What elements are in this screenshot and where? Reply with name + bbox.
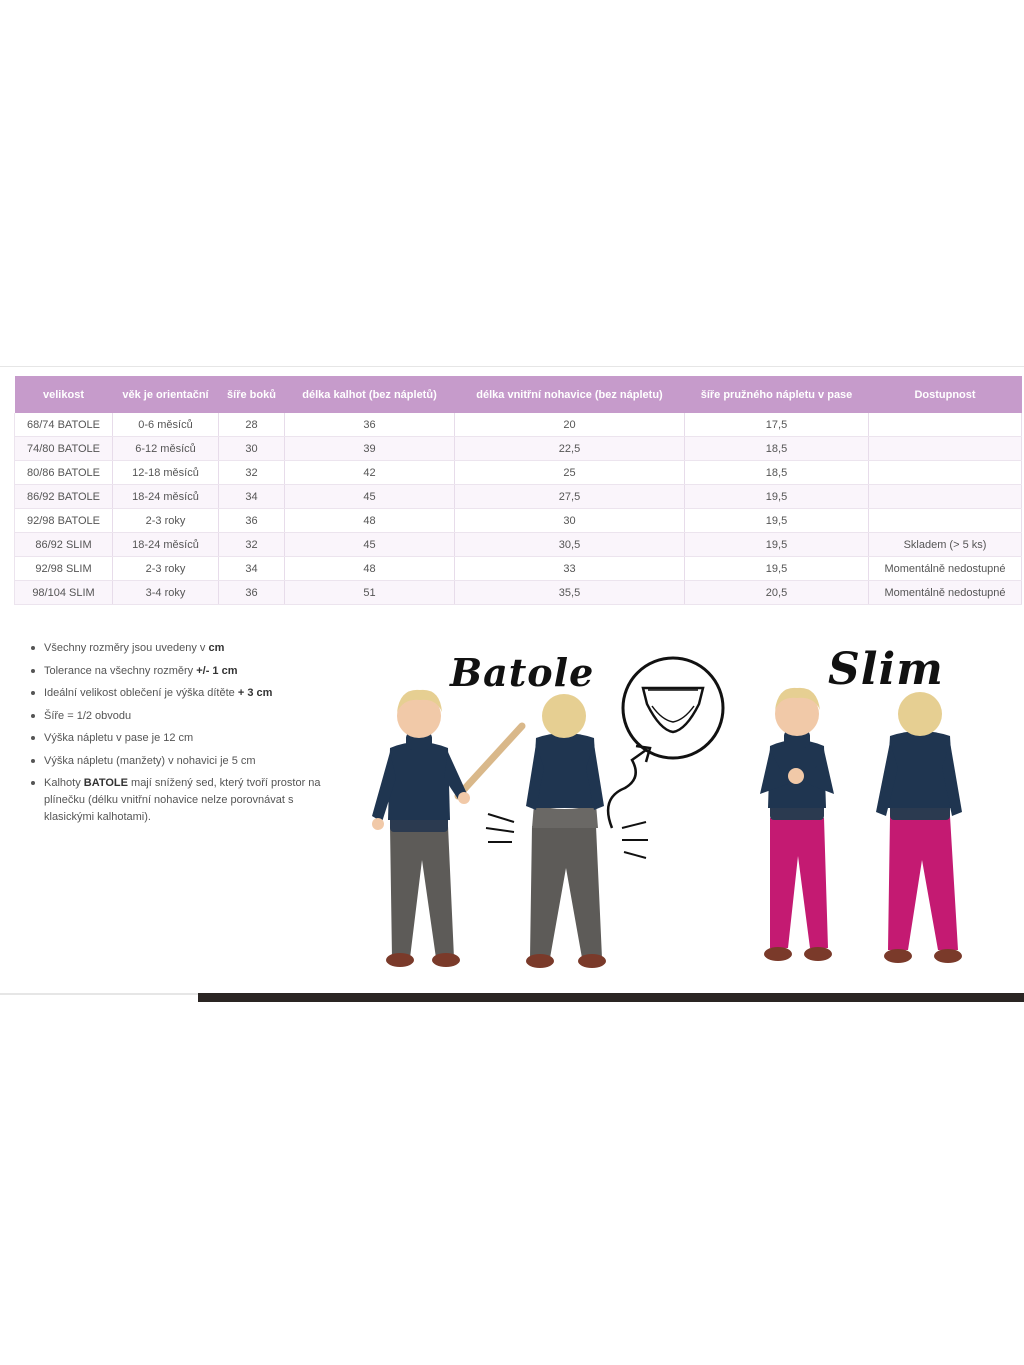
cell-availability [869, 509, 1022, 533]
note-text-continued: mají snížený sed, který tvoří prostor na plínečku (délku vnitřní nohavice nelze porovnávat s klasickými kalhotami). [44, 777, 321, 823]
cell-pants-length: 48 [285, 557, 455, 581]
cell-availability: Momentálně nedostupné [869, 581, 1022, 605]
label-batole: Batole [450, 650, 595, 695]
note-item [30, 663, 330, 680]
cell-pants-length: 39 [285, 437, 455, 461]
note-emphasis: + 3 cm [237, 687, 273, 699]
note-item [30, 708, 330, 725]
bottom-dark-strip [198, 993, 1024, 1002]
cell-size: 98/104 SLIM [15, 581, 113, 605]
cell-hip-width: 32 [219, 461, 285, 485]
table-row [15, 557, 1022, 581]
table-row [15, 533, 1022, 557]
note-emphasis: +/- 1 cm [196, 664, 238, 677]
header-hip-width: šíře boků [219, 376, 285, 413]
cell-inseam-length: 35,5 [455, 581, 685, 605]
header-size: velikost [15, 376, 113, 413]
cell-age: 6-12 měsíců [113, 437, 219, 461]
cell-waistband-width: 19,5 [685, 509, 869, 533]
table-row [15, 437, 1022, 461]
cell-waistband-width: 18,5 [685, 461, 869, 485]
note-item [30, 775, 330, 826]
note-text: Tolerance na všechny rozměry [44, 664, 197, 677]
note-emphasis: cm [208, 642, 225, 654]
header-waistband-width: šíře pružného nápletu v pase [685, 376, 869, 413]
cell-waistband-width: 20,5 [685, 581, 869, 605]
child-slim-back [876, 692, 962, 963]
cell-pants-length: 42 [285, 461, 455, 485]
cell-hip-width: 34 [219, 485, 285, 509]
cell-inseam-length: 25 [455, 461, 685, 485]
cell-waistband-width: 19,5 [685, 557, 869, 581]
cell-age: 2-3 roky [113, 557, 219, 581]
cell-pants-length: 51 [285, 581, 455, 605]
header-pants-length: délka kalhot (bez nápletů) [285, 376, 455, 413]
cell-inseam-length: 33 [455, 557, 685, 581]
cell-availability [869, 461, 1022, 485]
cell-size: 68/74 BATOLE [15, 413, 113, 437]
arrow-squiggle [608, 750, 646, 828]
cell-inseam-length: 27,5 [455, 485, 685, 509]
cell-waistband-width: 18,5 [685, 437, 869, 461]
cell-pants-length: 48 [285, 509, 455, 533]
cell-age: 3-4 roky [113, 581, 219, 605]
cell-size: 86/92 SLIM [15, 533, 113, 557]
size-table [14, 376, 1022, 605]
table-row [15, 485, 1022, 509]
cell-size: 92/98 SLIM [15, 557, 113, 581]
header-age: věk je orientační [113, 376, 219, 413]
cell-availability [869, 437, 1022, 461]
cell-pants-length: 45 [285, 533, 455, 557]
cell-size: 86/92 BATOLE [15, 485, 113, 509]
cell-size: 80/86 BATOLE [15, 461, 113, 485]
table-header-row [15, 376, 1022, 413]
note-text: Výška nápletu v pase je 12 cm [44, 732, 194, 744]
note-text: Výška nápletu (manžety) v nohavici je 5 cm [44, 754, 256, 767]
child-batole-back [526, 694, 606, 968]
cell-waistband-width: 17,5 [685, 413, 869, 437]
note-item [30, 753, 330, 770]
cell-inseam-length: 30,5 [455, 533, 685, 557]
table-row [15, 413, 1022, 437]
table-row [15, 461, 1022, 485]
cell-availability [869, 413, 1022, 437]
header-availability: Dostupnost [869, 376, 1022, 413]
cell-availability: Skladem (> 5 ks) [869, 533, 1022, 557]
note-text: Šíře = 1/2 obvodu [44, 709, 132, 722]
note-item [30, 730, 330, 747]
cell-size: 92/98 BATOLE [15, 509, 113, 533]
cell-availability [869, 485, 1022, 509]
cell-hip-width: 32 [219, 533, 285, 557]
cell-age: 0-6 měsíců [113, 413, 219, 437]
diaper-icon [623, 658, 723, 758]
cell-pants-length: 45 [285, 485, 455, 509]
child-slim-front [760, 688, 834, 961]
note-text: Všechny rozměry jsou uvedeny v [44, 642, 209, 654]
section-divider [0, 366, 1024, 367]
pants-illustration [350, 628, 1024, 990]
note-text: Kalhoty [44, 777, 84, 789]
cell-pants-length: 36 [285, 413, 455, 437]
cell-hip-width: 36 [219, 581, 285, 605]
note-text: Ideální velikost oblečení je výška dítěte [44, 687, 238, 699]
cell-age: 12-18 měsíců [113, 461, 219, 485]
cell-age: 18-24 měsíců [113, 533, 219, 557]
cell-hip-width: 36 [219, 509, 285, 533]
note-item [30, 640, 330, 657]
cell-inseam-length: 30 [455, 509, 685, 533]
label-slim: Slim [828, 644, 944, 695]
cell-availability: Momentálně nedostupné [869, 557, 1022, 581]
cell-size: 74/80 BATOLE [15, 437, 113, 461]
cell-waistband-width: 19,5 [685, 485, 869, 509]
header-inseam-length: délka vnitřní nohavice (bez nápletu) [455, 376, 685, 413]
child-batole-front [372, 690, 522, 967]
note-emphasis: BATOLE [83, 777, 128, 789]
cell-age: 18-24 měsíců [113, 485, 219, 509]
footer-divider [0, 993, 198, 995]
size-notes-list [30, 640, 330, 832]
cell-hip-width: 34 [219, 557, 285, 581]
cell-inseam-length: 22,5 [455, 437, 685, 461]
cell-hip-width: 28 [219, 413, 285, 437]
cell-age: 2-3 roky [113, 509, 219, 533]
table-row [15, 509, 1022, 533]
table-row [15, 581, 1022, 605]
cell-inseam-length: 20 [455, 413, 685, 437]
note-item [30, 685, 330, 702]
cell-waistband-width: 19,5 [685, 533, 869, 557]
cell-hip-width: 30 [219, 437, 285, 461]
